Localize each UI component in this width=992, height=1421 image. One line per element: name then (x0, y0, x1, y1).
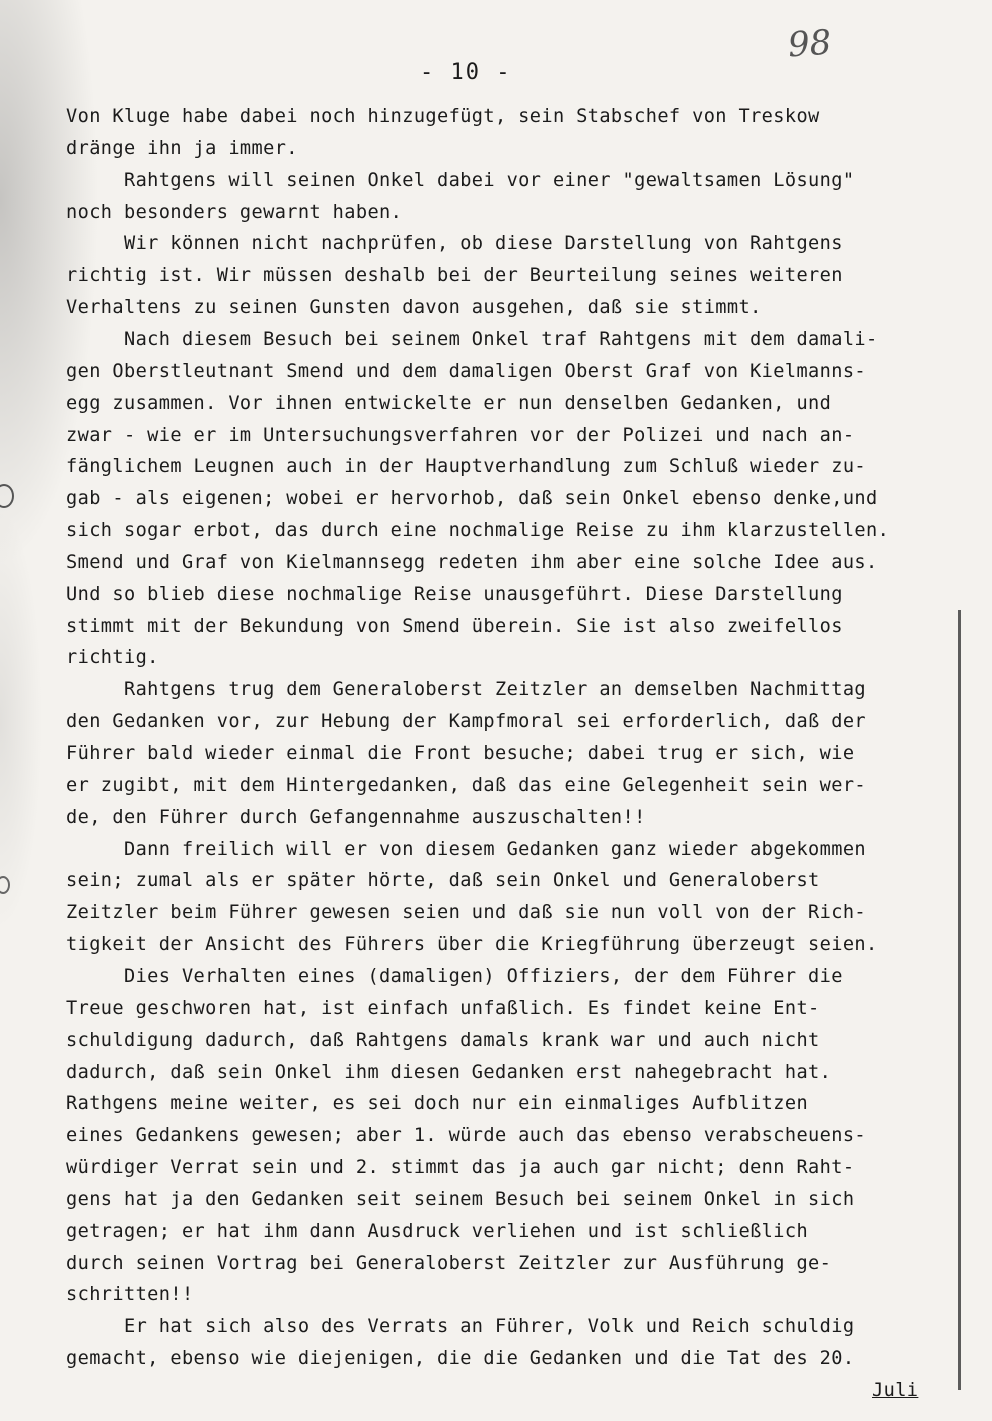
text-line: Verhaltens zu seinen Gunsten davon ausgehen, daß sie stimmt. (66, 297, 762, 318)
text-line: richtig. (66, 647, 159, 668)
text-line: Wir können nicht nachprüfen, ob diese Darstellung von Rahtgens (66, 233, 843, 254)
text-line: zwar - wie er im Untersuchungsverfahren vor der Polizei und nach an- (66, 425, 855, 446)
text-line: gens hat ja den Gedanken seit seinem Besuch bei seinem Onkel in sich (66, 1189, 855, 1210)
text-line: er zugibt, mit dem Hintergedanken, daß das eine Gelegenheit sein wer- (66, 775, 867, 796)
text-line: tigkeit der Ansicht des Führers über die Kriegführung überzeugt seien. (66, 934, 878, 955)
text-line: de, den Führer durch Gefangennahme auszuschalten!! (66, 807, 646, 828)
text-line: durch seinen Vortrag bei Generaloberst Zeitzler zur Ausführung ge- (66, 1253, 832, 1274)
text-line: Smend und Graf von Kielmannsegg redeten ihm aber eine solche Idee aus. (66, 552, 878, 573)
text-line: sich sogar erbot, das durch eine nochmalige Reise zu ihm klarzustellen. (66, 520, 890, 541)
text-line: gemacht, ebenso wie diejenigen, die die Gedanken und die Tat des 20. (66, 1348, 855, 1369)
text-line: würdiger Verrat sein und 2. stimmt das ja auch gar nicht; denn Raht- (66, 1157, 855, 1178)
text-line: Treue geschworen hat, ist einfach unfaßlich. Es findet keine Ent- (66, 998, 820, 1019)
text-line: Juli (872, 1380, 919, 1401)
text-line: gen Oberstleutnant Smend und dem damaligen Oberst Graf von Kielmanns- (66, 361, 867, 382)
archive-number: 98 (786, 22, 833, 66)
text-line: Von Kluge habe dabei noch hinzugefügt, sein Stabschef von Treskow (66, 106, 820, 127)
text-line: Rathgens meine weiter, es sei doch nur ein einmaliges Aufblitzen (66, 1093, 809, 1114)
text-line: Rahtgens trug dem Generaloberst Zeitzler an demselben Nachmittag (66, 679, 867, 700)
text-line: eines Gedankens gewesen; aber 1. würde auch das ebenso verabscheuens- (66, 1125, 867, 1146)
text-line: Dies Verhalten eines (damaligen) Offiziers, der dem Führer die (66, 966, 843, 987)
text-line: gab - als eigenen; wobei er hervorhob, daß sein Onkel ebenso denke,und (66, 488, 878, 509)
text-line: dadurch, daß sein Onkel ihm diesen Gedanken erst nahegebracht hat. (66, 1062, 832, 1083)
page-number: - 10 - (420, 60, 512, 85)
text-line: egg zusammen. Vor ihnen entwickelte er nun denselben Gedanken, und (66, 393, 832, 414)
text-line: schuldigung dadurch, daß Rahtgens damals krank war und auch nicht (66, 1030, 820, 1051)
text-line: stimmt mit der Bekundung von Smend überein. Sie ist also zweifellos (66, 616, 843, 637)
text-line: getragen; er hat ihm dann Ausdruck verliehen und ist schließlich (66, 1221, 809, 1242)
text-line: Führer bald wieder einmal die Front besuche; dabei trug er sich, wie (66, 743, 855, 764)
text-line: Er hat sich also des Verrats an Führer, Volk und Reich schuldig (66, 1316, 855, 1337)
text-line: den Gedanken vor, zur Hebung der Kampfmoral sei erforderlich, daß der (66, 711, 867, 732)
text-line: Dann freilich will er von diesem Gedanken ganz wieder abgekommen (66, 839, 867, 860)
text-line: schritten!! (66, 1284, 194, 1305)
text-line: dränge ihn ja immer. (66, 138, 298, 159)
text-line: fänglichem Leugnen auch in der Hauptverhandlung zum Schluß wieder zu- (66, 456, 867, 477)
text-line: Nach diesem Besuch bei seinem Onkel traf Rahtgens mit dem damali- (66, 329, 878, 350)
text-line: sein; zumal als er später hörte, daß sein Onkel und Generaloberst (66, 870, 820, 891)
punch-hole-mark-small (0, 876, 10, 894)
text-line: richtig ist. Wir müssen deshalb bei der Beurteilung seines weiteren (66, 265, 843, 286)
text-line: Und so blieb diese nochmalige Reise unausgeführt. Diese Darstellung (66, 584, 843, 605)
text-line: Rahtgens will seinen Onkel dabei vor einer "gewaltsamen Lösung" (66, 170, 855, 191)
punch-hole-mark (0, 484, 14, 508)
margin-line (958, 610, 961, 1390)
text-line: Zeitzler beim Führer gewesen seien und daß sie nun voll von der Rich- (66, 902, 867, 923)
text-line: noch besonders gewarnt haben. (66, 202, 403, 223)
